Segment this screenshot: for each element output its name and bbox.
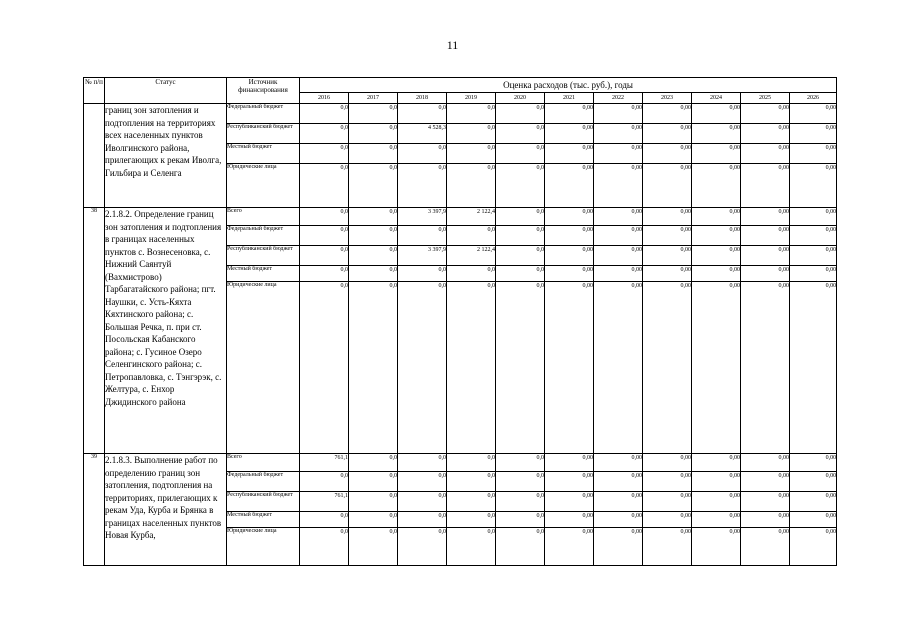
status-text: границ зон затопления и подтопления на территориях всех населенных пунктов Иволгинского района, прилегающих к рекам Иволга, Гильбира и Селенга bbox=[105, 105, 222, 178]
value-cell: 0,00 bbox=[545, 282, 594, 454]
value-cell: 0,00 bbox=[545, 144, 594, 164]
value-cell: 0,0 bbox=[496, 454, 545, 472]
value-cell: 0,00 bbox=[692, 124, 741, 144]
value-cell: 0,00 bbox=[790, 282, 837, 454]
header-year: 2017 bbox=[349, 93, 398, 104]
value-cell: 0,0 bbox=[349, 512, 398, 528]
value-cell: 0,00 bbox=[643, 492, 692, 512]
value-cell: 0,0 bbox=[349, 454, 398, 472]
funding-source: Федеральный бюджет bbox=[227, 226, 300, 246]
value-cell: 0,00 bbox=[741, 512, 790, 528]
header-estimate: Оценка расходов (тыс. руб.), годы bbox=[300, 78, 837, 93]
value-cell: 0,0 bbox=[447, 164, 496, 208]
value-cell: 0,00 bbox=[790, 472, 837, 492]
value-cell: 0,0 bbox=[300, 282, 349, 454]
value-cell: 0,00 bbox=[545, 512, 594, 528]
value-cell: 0,0 bbox=[447, 144, 496, 164]
value-cell: 0,0 bbox=[300, 472, 349, 492]
value-cell: 0,0 bbox=[447, 492, 496, 512]
value-cell: 0,00 bbox=[545, 246, 594, 266]
value-cell: 0,00 bbox=[741, 246, 790, 266]
value-cell: 0,0 bbox=[447, 528, 496, 566]
value-cell: 0,00 bbox=[594, 492, 643, 512]
value-cell: 0,0 bbox=[496, 528, 545, 566]
value-cell: 0,0 bbox=[398, 144, 447, 164]
value-cell: 0,00 bbox=[790, 124, 837, 144]
header-year: 2025 bbox=[741, 93, 790, 104]
value-cell: 0,00 bbox=[643, 266, 692, 282]
header-year: 2023 bbox=[643, 93, 692, 104]
table-row bbox=[84, 104, 837, 124]
value-cell: 0,00 bbox=[594, 472, 643, 492]
value-cell: 0,0 bbox=[398, 528, 447, 566]
value-cell: 0,0 bbox=[496, 282, 545, 454]
value-cell: 0,0 bbox=[398, 164, 447, 208]
value-cell: 0,00 bbox=[692, 266, 741, 282]
value-cell: 0,00 bbox=[741, 266, 790, 282]
header-year: 2024 bbox=[692, 93, 741, 104]
value-cell: 0,00 bbox=[594, 512, 643, 528]
value-cell: 0,0 bbox=[398, 472, 447, 492]
value-cell: 0,00 bbox=[692, 226, 741, 246]
header-status: Статус bbox=[105, 78, 227, 104]
header-source: Источник финансирования bbox=[227, 78, 300, 104]
value-cell: 0,0 bbox=[447, 512, 496, 528]
value-cell: 0,0 bbox=[300, 164, 349, 208]
row-number: 39 bbox=[84, 454, 105, 566]
value-cell: 0,0 bbox=[447, 282, 496, 454]
value-cell: 0,00 bbox=[790, 492, 837, 512]
table-header bbox=[84, 78, 837, 104]
value-cell: 0,0 bbox=[349, 246, 398, 266]
value-cell: 0,00 bbox=[594, 164, 643, 208]
status-cell bbox=[105, 454, 227, 566]
value-cell: 0,00 bbox=[643, 512, 692, 528]
value-cell: 0,0 bbox=[496, 512, 545, 528]
value-cell: 0,0 bbox=[447, 104, 496, 124]
funding-source: Всего bbox=[227, 208, 300, 226]
value-cell: 0,0 bbox=[496, 124, 545, 144]
value-cell: 0,0 bbox=[398, 226, 447, 246]
value-cell: 0,00 bbox=[643, 164, 692, 208]
value-cell: 0,0 bbox=[496, 246, 545, 266]
value-cell: 0,0 bbox=[496, 492, 545, 512]
value-cell: 0,00 bbox=[643, 282, 692, 454]
header-row-top bbox=[84, 78, 837, 93]
value-cell: 2 122,4 bbox=[447, 208, 496, 226]
value-cell: 0,00 bbox=[545, 454, 594, 472]
funding-source: Местный бюджет bbox=[227, 512, 300, 528]
value-cell: 0,0 bbox=[447, 124, 496, 144]
value-cell: 0,00 bbox=[643, 454, 692, 472]
value-cell: 0,0 bbox=[300, 104, 349, 124]
header-year: 2016 bbox=[300, 93, 349, 104]
value-cell: 0,0 bbox=[447, 226, 496, 246]
value-cell: 0,00 bbox=[594, 124, 643, 144]
funding-source: Местный бюджет bbox=[227, 266, 300, 282]
value-cell: 0,00 bbox=[594, 226, 643, 246]
row-number bbox=[84, 104, 105, 208]
value-cell: 0,0 bbox=[398, 266, 447, 282]
value-cell: 0,0 bbox=[496, 226, 545, 246]
funding-source: Юридические лица bbox=[227, 164, 300, 208]
header-year: 2026 bbox=[790, 93, 837, 104]
value-cell: 0,0 bbox=[398, 282, 447, 454]
value-cell: 0,00 bbox=[790, 164, 837, 208]
header-year: 2019 bbox=[447, 93, 496, 104]
value-cell: 0,00 bbox=[741, 104, 790, 124]
value-cell: 0,0 bbox=[447, 454, 496, 472]
value-cell: 0,00 bbox=[790, 208, 837, 226]
value-cell: 0,00 bbox=[545, 124, 594, 144]
value-cell: 0,00 bbox=[741, 124, 790, 144]
value-cell: 0,00 bbox=[741, 492, 790, 512]
value-cell: 0,00 bbox=[643, 124, 692, 144]
value-cell: 3 397,9 bbox=[398, 246, 447, 266]
header-year: 2022 bbox=[594, 93, 643, 104]
value-cell: 0,0 bbox=[349, 266, 398, 282]
funding-source: Федеральный бюджет bbox=[227, 104, 300, 124]
value-cell: 4 528,3 bbox=[398, 124, 447, 144]
funding-source: Всего bbox=[227, 454, 300, 472]
value-cell: 0,0 bbox=[496, 266, 545, 282]
value-cell: 0,00 bbox=[545, 164, 594, 208]
value-cell: 0,00 bbox=[741, 164, 790, 208]
value-cell: 0,00 bbox=[790, 512, 837, 528]
value-cell: 0,00 bbox=[692, 472, 741, 492]
value-cell: 761,1 bbox=[300, 454, 349, 472]
value-cell: 0,00 bbox=[545, 266, 594, 282]
value-cell: 0,00 bbox=[741, 282, 790, 454]
funding-source: Юридические лица bbox=[227, 528, 300, 566]
value-cell: 0,00 bbox=[692, 454, 741, 472]
header-number: № п/п bbox=[84, 78, 105, 104]
value-cell: 3 397,9 bbox=[398, 208, 447, 226]
value-cell: 0,00 bbox=[545, 492, 594, 512]
value-cell: 0,0 bbox=[349, 226, 398, 246]
value-cell: 0,0 bbox=[496, 208, 545, 226]
value-cell: 0,00 bbox=[790, 144, 837, 164]
value-cell: 0,0 bbox=[300, 246, 349, 266]
value-cell: 0,00 bbox=[643, 208, 692, 226]
value-cell: 0,00 bbox=[545, 472, 594, 492]
value-cell: 0,00 bbox=[692, 164, 741, 208]
value-cell: 0,0 bbox=[398, 104, 447, 124]
value-cell: 0,00 bbox=[594, 282, 643, 454]
value-cell: 0,00 bbox=[741, 454, 790, 472]
value-cell: 0,0 bbox=[349, 492, 398, 512]
table-row bbox=[84, 208, 837, 226]
status-cell bbox=[105, 104, 227, 208]
value-cell: 0,0 bbox=[300, 512, 349, 528]
value-cell: 0,0 bbox=[496, 104, 545, 124]
value-cell: 0,00 bbox=[741, 226, 790, 246]
value-cell: 0,00 bbox=[545, 528, 594, 566]
value-cell: 0,0 bbox=[349, 144, 398, 164]
value-cell: 2 122,4 bbox=[447, 246, 496, 266]
header-year: 2018 bbox=[398, 93, 447, 104]
value-cell: 0,00 bbox=[790, 454, 837, 472]
value-cell: 0,0 bbox=[300, 124, 349, 144]
value-cell: 0,00 bbox=[741, 472, 790, 492]
value-cell: 0,00 bbox=[692, 246, 741, 266]
value-cell: 0,00 bbox=[643, 246, 692, 266]
value-cell: 0,0 bbox=[300, 266, 349, 282]
value-cell: 0,00 bbox=[643, 104, 692, 124]
value-cell: 0,00 bbox=[692, 512, 741, 528]
value-cell: 0,0 bbox=[349, 472, 398, 492]
value-cell: 0,00 bbox=[741, 144, 790, 164]
value-cell: 0,00 bbox=[545, 226, 594, 246]
value-cell: 0,00 bbox=[692, 282, 741, 454]
value-cell: 0,00 bbox=[790, 104, 837, 124]
page-number: 11 bbox=[446, 38, 459, 52]
value-cell: 0,00 bbox=[790, 528, 837, 566]
value-cell: 0,00 bbox=[692, 104, 741, 124]
funding-source: Юридические лица bbox=[227, 282, 300, 454]
value-cell: 0,00 bbox=[643, 528, 692, 566]
value-cell: 0,0 bbox=[349, 208, 398, 226]
value-cell: 0,00 bbox=[643, 144, 692, 164]
value-cell: 0,00 bbox=[790, 226, 837, 246]
status-text: 2.1.8.2. Определение границ зон затопления и подтопления в границах населенных пунктов с. Вознесеновка, с. Нижний Саянтуй (Вахмистрово) Тарбагатайского района; пгт. Наушки, с. Усть-Кяхта Кяхтинского района; с. Большая Речка, п. при ст. Посольская Кабанского района; с. Гусиное Озеро Селенгинского района; с. Петропавловка, с. Тэнгэрэк, с. Желтура, с. Енхор Джидинского района bbox=[105, 209, 222, 407]
value-cell: 0,00 bbox=[594, 104, 643, 124]
value-cell: 0,0 bbox=[447, 472, 496, 492]
value-cell: 0,00 bbox=[545, 208, 594, 226]
value-cell: 0,00 bbox=[790, 266, 837, 282]
value-cell: 0,0 bbox=[300, 226, 349, 246]
value-cell: 0,00 bbox=[594, 454, 643, 472]
value-cell: 0,00 bbox=[594, 246, 643, 266]
status-cell bbox=[105, 208, 227, 454]
funding-source: Республиканский бюджет bbox=[227, 246, 300, 266]
funding-source: Республиканский бюджет bbox=[227, 492, 300, 512]
value-cell: 0,00 bbox=[594, 266, 643, 282]
value-cell: 0,0 bbox=[300, 144, 349, 164]
table-body bbox=[84, 104, 837, 566]
value-cell: 0,00 bbox=[741, 528, 790, 566]
value-cell: 0,00 bbox=[594, 144, 643, 164]
funding-source: Местный бюджет bbox=[227, 144, 300, 164]
value-cell: 0,00 bbox=[741, 208, 790, 226]
value-cell: 0,0 bbox=[496, 164, 545, 208]
value-cell: 0,00 bbox=[594, 208, 643, 226]
value-cell: 0,0 bbox=[398, 512, 447, 528]
table-row bbox=[84, 454, 837, 472]
value-cell: 761,1 bbox=[300, 492, 349, 512]
funding-source: Федеральный бюджет bbox=[227, 472, 300, 492]
value-cell: 0,00 bbox=[692, 492, 741, 512]
value-cell: 0,0 bbox=[349, 528, 398, 566]
value-cell: 0,00 bbox=[643, 226, 692, 246]
header-year: 2021 bbox=[545, 93, 594, 104]
value-cell: 0,0 bbox=[300, 528, 349, 566]
value-cell: 0,00 bbox=[692, 208, 741, 226]
expenditure-table bbox=[83, 77, 837, 566]
value-cell: 0,0 bbox=[349, 124, 398, 144]
value-cell: 0,00 bbox=[692, 144, 741, 164]
value-cell: 0,0 bbox=[398, 454, 447, 472]
value-cell: 0,0 bbox=[300, 208, 349, 226]
value-cell: 0,00 bbox=[790, 246, 837, 266]
value-cell: 0,0 bbox=[398, 492, 447, 512]
value-cell: 0,0 bbox=[447, 266, 496, 282]
value-cell: 0,00 bbox=[643, 472, 692, 492]
value-cell: 0,0 bbox=[349, 104, 398, 124]
header-year: 2020 bbox=[496, 93, 545, 104]
value-cell: 0,0 bbox=[349, 164, 398, 208]
value-cell: 0,0 bbox=[349, 282, 398, 454]
value-cell: 0,0 bbox=[496, 144, 545, 164]
value-cell: 0,00 bbox=[692, 528, 741, 566]
row-number: 38 bbox=[84, 208, 105, 454]
funding-source: Республиканский бюджет bbox=[227, 124, 300, 144]
value-cell: 0,00 bbox=[594, 528, 643, 566]
value-cell: 0,00 bbox=[545, 104, 594, 124]
value-cell: 0,0 bbox=[496, 472, 545, 492]
status-text: 2.1.8.3. Выполнение работ по определению границ зон затопления, подтопления на территориях, прилегающих к рекам Уда, Курба и Брянка в границах населенных пунктов Новая Курба, bbox=[105, 455, 222, 540]
